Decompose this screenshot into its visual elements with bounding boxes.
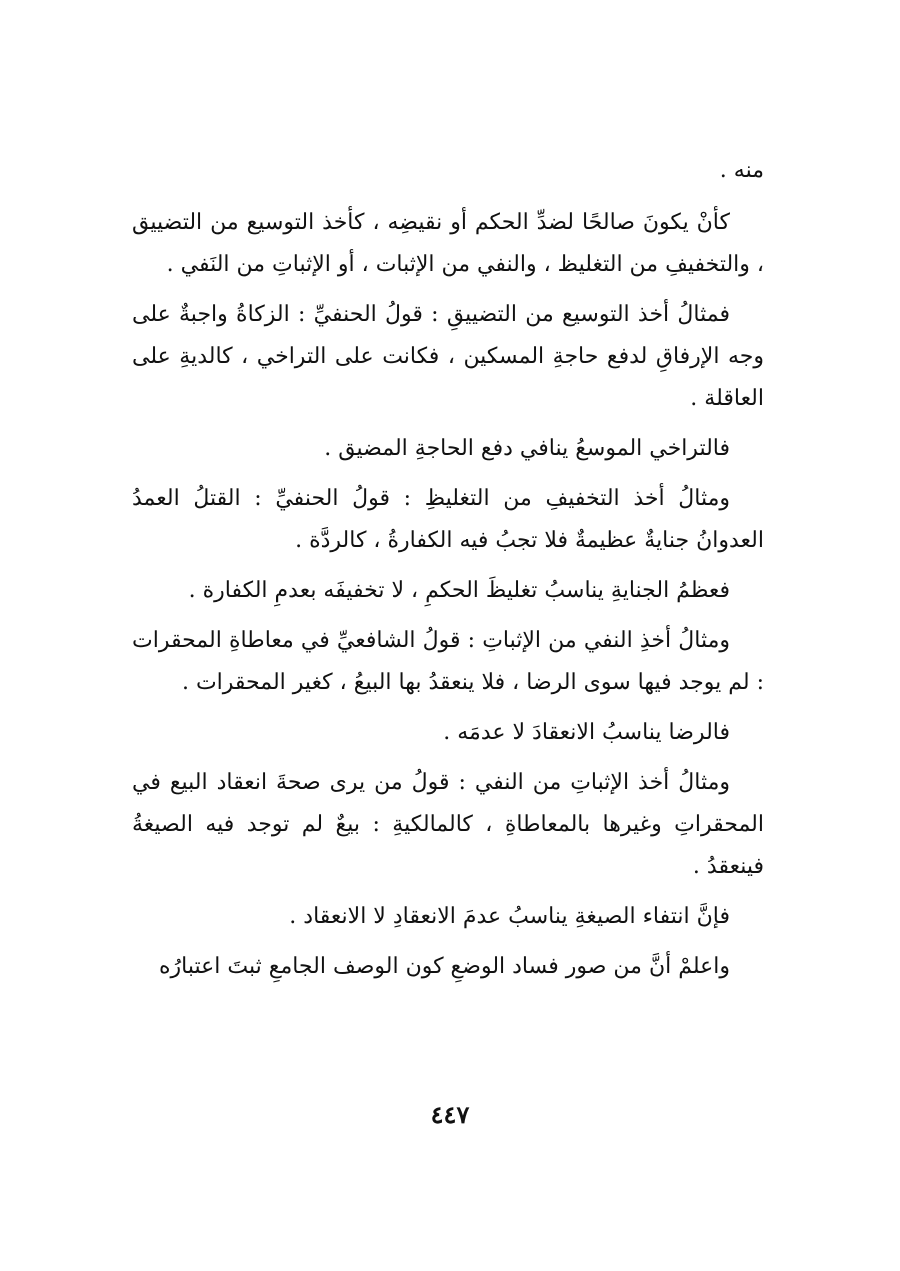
paragraph-lightening-explanation: فعظمُ الجنايةِ يناسبُ تغليظَ الحكمِ ، لا تخفيفَه بعدمِ الكفارة . [188,578,730,603]
paragraph-example-expansion: فمثالُ أخذ التوسيع من التضييقِ : قولُ الحنفيِّ : الزكاةُ واجبةٌ على وجه الإرفاقِ لدفع حاجةِ المسكين ، فكانت على التراخي ، كالديةِ على العاقلة . [132,302,764,411]
paragraph-example-affirmation: ومثالُ أخذ الإثباتِ من النفي : قولُ من يرى صحةَ انعقاد البيع في المحقراتِ وغيرها بالمعاطاةِ ، كالمالكيةِ : بيعٌ لم توجد فيه الصيغةُ فينعقدُ . [132,770,764,879]
main-text [132,150,764,996]
paragraph-continuation: منه . [719,158,764,183]
paragraph-expansion-explanation: فالتراخي الموسعُ ينافي دفع الحاجةِ المضيق . [324,436,730,461]
paragraph-closing: واعلمْ أنَّ من صور فساد الوضعِ كون الوصف الجامعِ ثبتَ اعتبارُه [159,954,730,979]
paragraph-example-lightening: ومثالُ أخذ التخفيفِ من التغليظِ : قولُ الحنفيِّ : القتلُ العمدُ العدوانُ جنايةٌ عظيمةٌ فلا تجبُ فيه الكفارةُ ، كالردَّة . [132,486,764,553]
paragraph-condition: كأنْ يكونَ صالحًا لضدِّ الحكم أو نقيضِه ، كأخذ التوسيع من التضييق ، والتخفيفِ من التغليظ ، والنفي من الإثبات ، أو الإثباتِ من النَفي . [132,210,764,277]
page-number: ٤٤٧ [430,1100,470,1129]
paragraph-affirmation-explanation: فإنَّ انتفاء الصيغةِ يناسبُ عدمَ الانعقادِ لا الانعقاد . [289,904,730,929]
paragraph-negation-explanation: فالرضا يناسبُ الانعقادَ لا عدمَه . [443,720,730,745]
paragraph-example-negation: ومثالُ أخذِ النفي من الإثباتِ : قولُ الشافعيِّ في معاطاةِ المحقرات : لم يوجد فيها سوى الرضا ، فلا ينعقدُ بها البيعُ ، كغير المحقرات . [132,628,764,695]
